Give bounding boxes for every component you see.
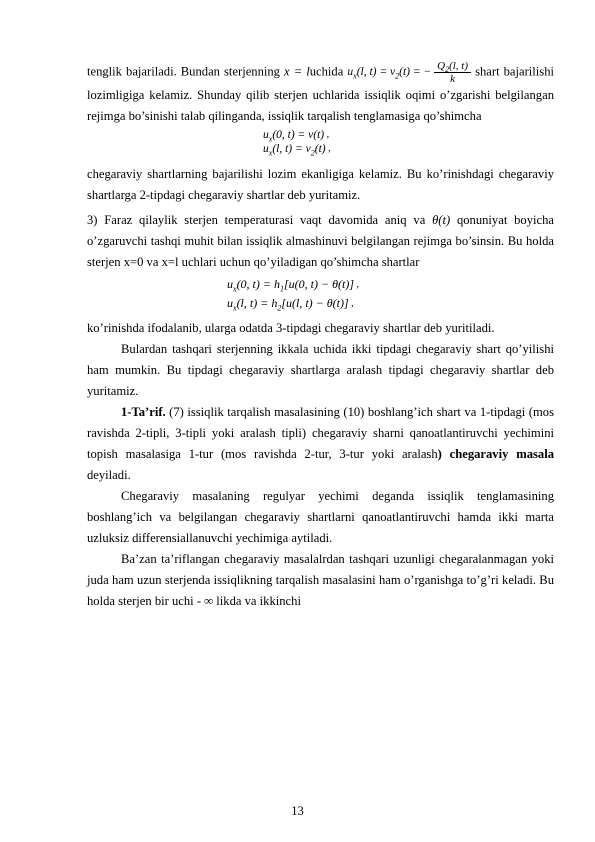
eq3-end: [u(0, t) − θ(t)] — [284, 277, 354, 291]
eq-args: (l, t) = v — [356, 66, 396, 79]
eq4-sub: x — [233, 303, 237, 313]
flux-condition-equation — [347, 60, 471, 85]
para1-text-start: tenglik bajariladi. Bundan sterjenning — [87, 64, 285, 79]
eq3-line-1 — [227, 275, 554, 294]
frac-num-q: Q — [437, 60, 446, 72]
document-page — [87, 58, 554, 612]
eq2-sub: x — [268, 148, 273, 158]
page-number: 13 — [291, 804, 304, 818]
para8-text: Ba’zan ta’riflangan chegaraviy masalalrdan tashqari uzunligi chegaralanmagan yoki juda ham uzun sterjenda issiqlikning tarqalish masalasini ham o’rganishga to’g’ri keladi. Bu holda sterjen bir uchi — [87, 552, 554, 608]
eq2-rest: (l, t) = v — [272, 143, 311, 155]
paragraph-1 — [87, 60, 554, 127]
frac-num-args: (l, t) — [449, 60, 469, 72]
frac-den-k: k — [450, 73, 456, 85]
para8-end: likda va ikkinchi — [213, 594, 301, 608]
eq-line-2 — [263, 142, 554, 156]
eq3-brace: , — [353, 279, 359, 290]
eq4-u: u — [227, 296, 233, 310]
paragraph-7: Chegaraviy masalaning regulyar yechimi deganda issiqlik tenglamasining boshlang’ich va belgilangan chegaraviy shartlarni qanoatlantiruvchi hamda ikki marta uzluksiz differensiallanuvchi yechimiga aytiladi. — [87, 489, 554, 545]
eq3-line-2 — [227, 294, 554, 313]
paragraph-8 — [87, 549, 554, 612]
eq-after: (t) = − — [399, 66, 432, 79]
eq3-sub2: 1 — [280, 284, 284, 294]
eq1-brace: , — [324, 129, 330, 140]
eq-u: u — [347, 66, 354, 79]
eq1-sub: x — [268, 134, 273, 144]
eq4-end: [u(l, t) − θ(t)] — [281, 296, 349, 310]
definition-label: 1-Ta’rif. — [121, 405, 166, 419]
eq3-rest: (0, t) = h — [236, 277, 280, 291]
eq2-end: (t) — [314, 143, 326, 155]
para1-text-end: shart bajarilishi lozimligiga kelamiz. Shunday qilib sterjen uchlarida issiqlik oqimi o’zgarishi belgilangan rejimga bo’sinishi talab qilinganda, issiqlik tarqalish tenglamasiga qo’shimcha — [87, 64, 554, 123]
eq4-sub2: 2 — [277, 303, 282, 313]
eq2-sub2: 2 — [310, 148, 315, 158]
theta-function: θ(t) — [432, 213, 451, 227]
flux-fraction — [434, 60, 471, 85]
paragraph-5: Bulardan tashqari sterjenning ikkala uchida ikki tipdagi chegaraviy shart qo’yilishi ham mumkin. Bu tipdagi chegaraviy shartlarga aralash tipdagi chegaraviy shartlar deb yuritamiz. — [87, 342, 554, 398]
eq4-rest: (l, t) = h — [236, 296, 278, 310]
eq4-brace: , — [348, 298, 354, 309]
frac-num-sub: 2 — [445, 65, 450, 75]
eq2-brace: , — [325, 143, 331, 154]
para3-text-end: qonuniyat boyicha o’zgaruvchi tashqi muhit bilan issiqlik almashinuvi belgilangan rejimga bo’sinsin. Bu holda sterjen x=0 va x=l uchlari uchun qo’yiladigan qo’shimcha shartlar — [87, 213, 554, 269]
eq-sub-x: x — [353, 71, 357, 81]
eq-sub-2: 2 — [395, 71, 400, 81]
definition-term: ) chegaraviy masala — [437, 447, 555, 461]
boundary-eq-x-l: x = l — [284, 64, 310, 79]
para3-text-start: 3) Faraz qilaylik sterjen temperaturasi vaqt davomida aniq va — [87, 213, 433, 227]
paragraph-2: chegaraviy shartlarning bajarilishi lozim ekanligiga kelamiz. Bu ko’rinishdagi chegaraviy shartlarga 2-tipdagi chegaraviy shartlar deb yuritamiz. — [87, 167, 554, 202]
para1-text-mid: uchida — [309, 64, 344, 79]
eq3-sub: x — [233, 284, 237, 294]
eq1-rest: (0, t) = v(t) — [272, 129, 325, 141]
paragraph-4: ko’rinishda ifodalanib, ularga odatda 3-tipdagi chegaraviy shartlar deb yuritiladi. — [87, 321, 495, 335]
type3-boundary-equations — [227, 275, 554, 317]
definition-text: (7) issiqlik tarqalish masalasining (10) boshlang’ich shart va 1-tipdagi (mos ravishda 2-tipli, 3-tipli yoki aralash tipli) chegaraviy sharni qanoatlantiruvchi yechimini topish masalasiga 1-tur (mos ravishda 2-tur, 3-tur yoki aralash — [87, 405, 554, 461]
paragraph-3 — [87, 210, 554, 273]
eq-line-1 — [263, 128, 554, 142]
type2-boundary-equations — [263, 128, 554, 164]
definition-end: deyiladi. — [87, 468, 131, 482]
minus-infinity: - ∞ — [196, 594, 214, 608]
eq1-u: u — [263, 129, 269, 141]
paragraph-6 — [87, 402, 554, 486]
eq3-u: u — [227, 277, 233, 291]
eq2-u: u — [263, 143, 269, 155]
